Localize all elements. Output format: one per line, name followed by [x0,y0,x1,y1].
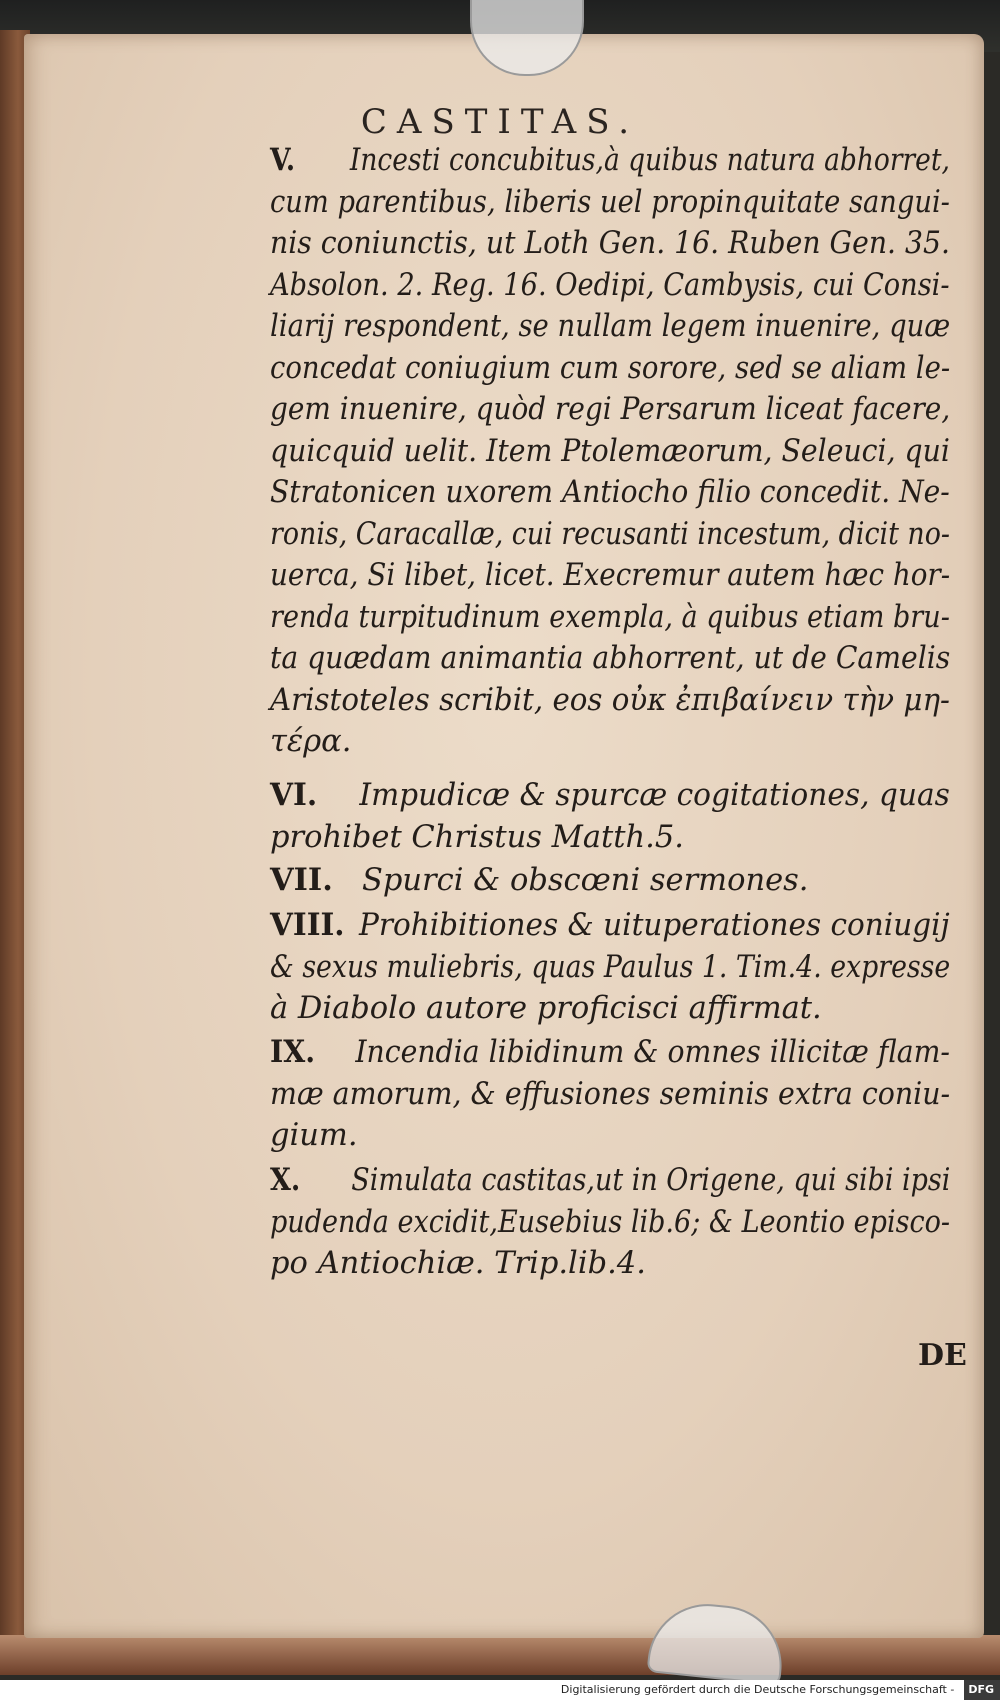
paragraph-number: X. [270,1162,301,1198]
text-line [270,905,950,947]
line-text: concedat coniugium cum sorore, sed se aliam le- [270,350,951,386]
text-line [270,1032,950,1074]
digitization-footer [0,1680,1000,1700]
text-line [270,860,950,902]
line-text: Spurci & obscœni sermones. [362,863,809,898]
text-line [270,1202,951,1244]
text-line [270,1115,950,1157]
footer-credit: Digitalisierung gefördert durch die Deutsche Forschungsgemeinschaft - [560,1683,955,1696]
line-text: Prohibitiones & uituperationes coniugij [358,908,950,943]
paragraph-number: VIII. [270,907,345,943]
line-text: renda turpitudinum exempla, à quibus etiam bru- [270,599,950,635]
text-line [270,817,950,859]
line-text: & sexus muliebris, quas Paulus 1. Tim.4. expresse [270,949,951,985]
text-line [270,389,951,431]
text-line [270,555,951,597]
text-line [270,638,951,680]
paragraph-number: VI. [270,777,318,813]
text-line [270,265,950,307]
text-line [270,597,950,639]
line-text: po Antiochiæ. Trip.lib.4. [270,1246,646,1281]
line-text: Incendia libidinum & omnes illicitæ flam- [355,1035,950,1070]
line-text: nis coniunctis, ut Loth Gen. 16. Ruben Gen. 35. [270,226,950,261]
paragraph-number: IX. [270,1034,316,1070]
text-line [270,988,950,1030]
line-text: Simulata castitas,ut in Origene, qui sibi ipsi [351,1163,951,1198]
text-line [270,775,950,817]
catchword: DE [918,1338,967,1373]
paragraph [270,1160,950,1285]
text-line [270,1074,951,1116]
line-text: quicquid uelit. Item Ptolemæorum, Seleuci, qui [270,433,950,469]
text-line [270,514,950,556]
paragraph [270,860,950,902]
line-text: Incesti concubitus,à quibus natura abhorret, [349,143,950,178]
line-text: ta quædam animantia abhorrent, ut de Camelis [270,641,951,676]
paragraph [270,775,950,858]
paragraph [270,905,950,1030]
line-text: Stratonicen uxorem Antiocho filio concedit. Ne- [270,475,950,510]
line-text: à Diabolo autore proficisci affirmat. [270,991,822,1026]
text-line [270,680,950,722]
line-text: pudenda excidit,Eusebius lib.6; & Leontio episco- [270,1204,951,1240]
page-edges [0,1635,1000,1675]
line-text: Aristoteles scribit, eos οὐκ ἐπιβαίνειν τὴν μη- [270,682,950,718]
text-line [270,1243,950,1285]
line-text: prohibet Christus Matth.5. [270,819,684,855]
line-text: gium. [270,1118,358,1153]
paragraph-number: V. [270,142,296,178]
text-line [270,721,950,763]
line-text: mæ amorum, & effusiones seminis extra coniu- [270,1076,951,1112]
line-text: uerca, Si libet, licet. Execremur autem hæc hor- [270,558,951,593]
line-text: gem inuenire, quòd regi Persarum liceat facere, [270,392,951,427]
line-text: ronis, Caracallæ, cui recusanti incestum, dicit no- [270,516,950,552]
line-text: τέρα. [270,724,352,759]
running-header: CASTITAS. [360,102,640,142]
line-text: liarij respondent, se nullam legem inuenire, quæ [270,309,951,344]
line-text: cum parentibus, liberis uel propinquitate sangui- [270,184,950,220]
dfg-logo: DFG [964,1680,1000,1700]
line-text: Impudicæ & spurcæ cogitationes, quas [359,778,950,813]
text-line [270,223,950,265]
paragraph-number: VII. [270,862,333,898]
text-line [270,1160,951,1202]
text-line [270,431,950,473]
text-line [270,182,950,224]
text-line [270,472,950,514]
text-line [270,348,951,390]
line-text: Absolon. 2. Reg. 16. Oedipi, Cambysis, cui Consi- [270,267,950,303]
paragraph [270,140,950,763]
text-line [270,947,951,989]
paragraph [270,1032,950,1157]
text-line [270,306,951,348]
text-line [270,140,950,182]
